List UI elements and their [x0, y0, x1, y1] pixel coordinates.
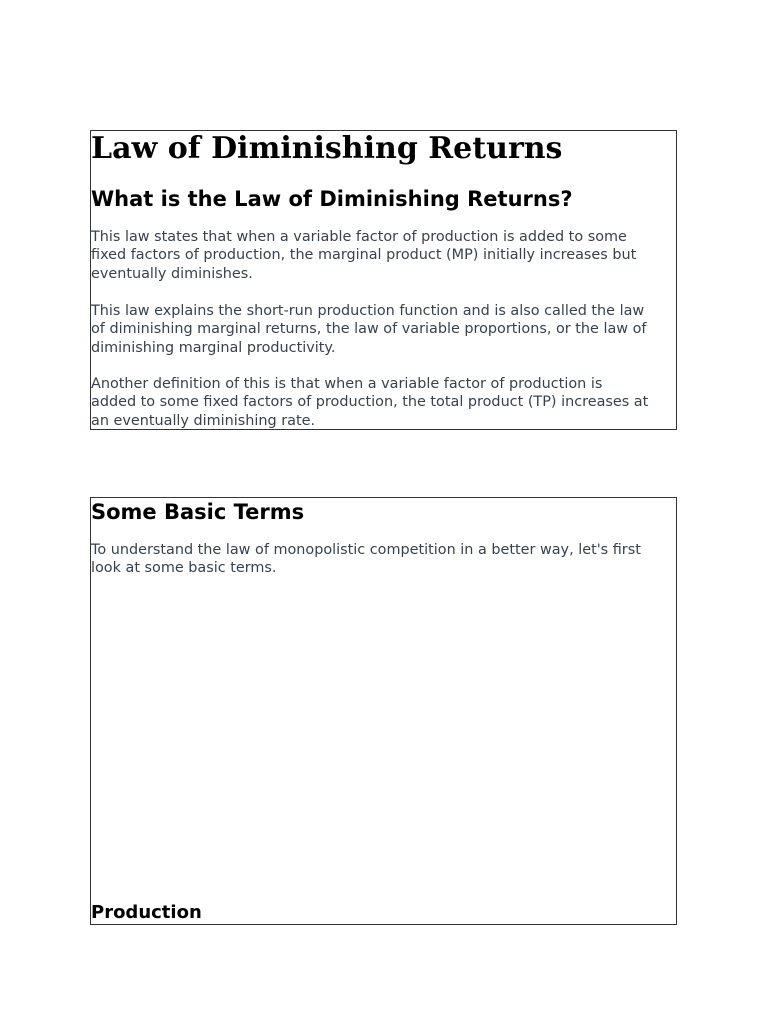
page-title: Law of Diminishing Returns [91, 131, 563, 166]
subheading-production: Production [91, 902, 202, 923]
paragraph-line: look at some basic terms. [91, 560, 277, 577]
paragraph-line: an eventually diminishing rate. [91, 412, 316, 429]
paragraph-line: Another definition of this is that when a variable factor of production is [91, 376, 603, 392]
basic-terms-card [90, 497, 677, 925]
paragraph-line: This law states that when a variable factor of production is added to some [91, 229, 627, 245]
paragraph-line: added to some fixed factors of production, the total product (TP) increases at [91, 394, 649, 411]
paragraph-basic-terms-intro [91, 541, 678, 578]
paragraph-line: eventually diminishes. [91, 265, 253, 282]
paragraph-line: This law explains the short-run production function and is also called the law [91, 303, 645, 319]
section-heading-basic-terms: Some Basic Terms [91, 500, 305, 524]
intro-card [90, 130, 677, 430]
paragraph-line: of diminishing marginal returns, the law of variable proportions, or the law of [91, 321, 647, 338]
paragraph-definition [91, 228, 678, 283]
paragraph-line: fixed factors of production, the marginal product (MP) initially increases but [91, 247, 637, 264]
section-heading-what-is: What is the Law of Diminishing Returns? [91, 187, 573, 211]
paragraph-short-run [91, 302, 678, 357]
paragraph-line: To understand the law of monopolistic competition in a better way, let's first [91, 542, 641, 558]
paragraph-line: diminishing marginal productivity. [91, 339, 336, 356]
paragraph-another-definition [91, 375, 678, 430]
